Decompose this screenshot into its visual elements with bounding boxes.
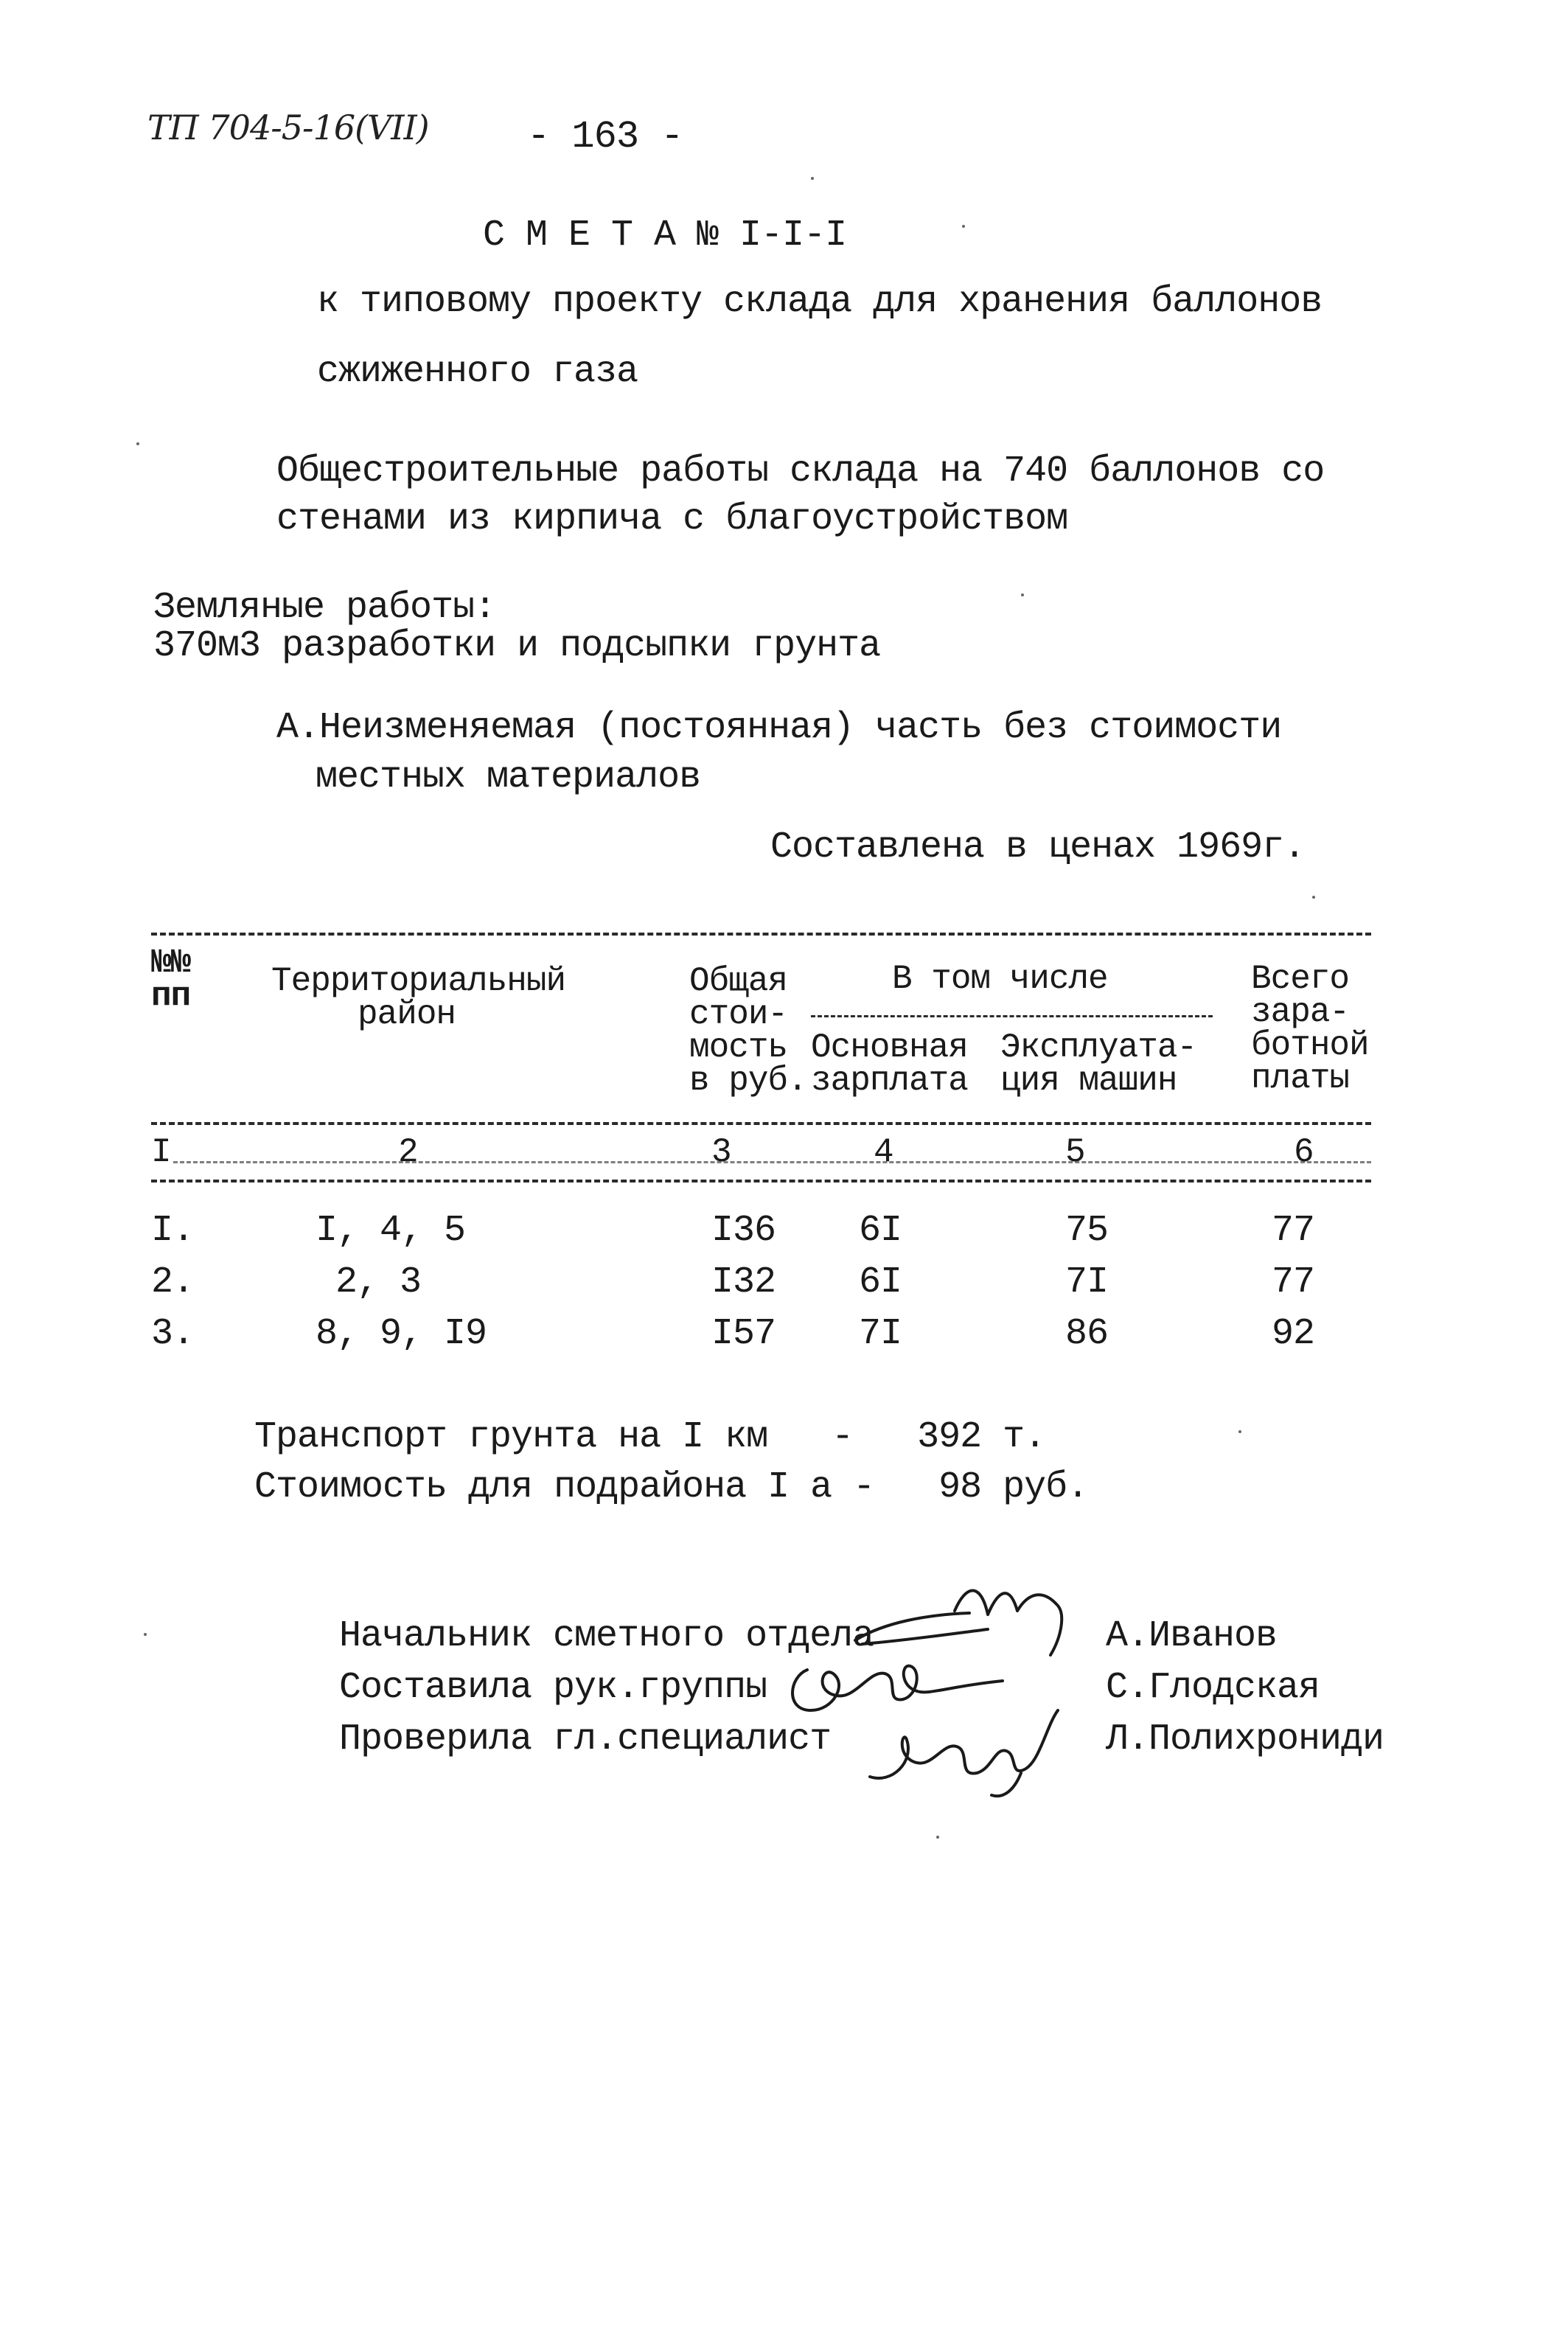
header-region-2: район (358, 995, 456, 1034)
scan-speck (144, 1633, 147, 1636)
header-total-4: в руб. (689, 1062, 807, 1100)
scan-speck (136, 442, 139, 445)
document-title: С М Е Т А № I-I-I (483, 215, 847, 257)
handwritten-signature-3 (863, 1696, 1069, 1806)
row-2-total: I32 (711, 1261, 776, 1303)
table-body-rule (151, 1180, 1371, 1183)
row-3-number: 3. (151, 1313, 195, 1355)
row-2-region: 2, 3 (335, 1261, 422, 1303)
scan-speck (1312, 896, 1315, 899)
header-all-3: ботной (1251, 1026, 1369, 1065)
header-machines-2: ция машин (1000, 1062, 1177, 1100)
row-3-region: 8, 9, I9 (316, 1313, 487, 1355)
row-2-machines: 7I (1065, 1261, 1109, 1303)
header-bottom-rule (151, 1122, 1371, 1125)
header-wage-2: зарплата (811, 1062, 968, 1100)
row-1-all: 77 (1272, 1210, 1315, 1252)
scan-speck (936, 1836, 939, 1839)
header-total-1: Общая (689, 962, 788, 1000)
signature-role-1: Начальник сметного отдела (339, 1615, 874, 1657)
page-number: - 163 - (527, 115, 683, 159)
scan-speck (1021, 593, 1024, 596)
header-number-1: №№ (151, 944, 191, 982)
row-2-number: 2. (151, 1261, 195, 1303)
document-code: ТП 704-5-16(VII) (147, 108, 429, 147)
row-2-all: 77 (1272, 1261, 1315, 1303)
row-1-machines: 75 (1065, 1210, 1109, 1252)
row-3-total: I57 (711, 1313, 776, 1355)
row-1-region: I, 4, 5 (316, 1210, 466, 1252)
header-including: В том числе (892, 960, 1108, 998)
header-machines-1: Эксплуата- (1000, 1028, 1197, 1067)
row-3-all: 92 (1272, 1313, 1315, 1355)
row-1-wage: 6I (859, 1210, 902, 1252)
earthworks-volume: 370м3 разработки и подсыпки грунта (153, 625, 881, 667)
subtitle-line-1: к типовому проекту склада для хранения баллонов (317, 281, 1323, 323)
works-line-1: Общестроительные работы склада на 740 баллонов со (276, 450, 1325, 492)
subregion-cost: Стоимость для подрайона I а - 98 руб. (254, 1466, 1089, 1508)
earthworks-heading: Земляные работы: (153, 587, 496, 629)
column-number-5: 5 (1065, 1133, 1085, 1171)
header-including-rule (811, 1015, 1213, 1017)
scan-speck (1238, 1430, 1241, 1433)
signature-role-3: Проверила гл.специалист (339, 1718, 832, 1760)
column-numbers-mid-rule (173, 1161, 1371, 1163)
row-3-wage: 7I (859, 1313, 902, 1355)
signature-name-1: А.Иванов (1106, 1615, 1278, 1657)
header-total-3: мость (689, 1028, 788, 1067)
row-1-total: I36 (711, 1210, 776, 1252)
signature-role-2: Составила рук.группы (339, 1667, 767, 1709)
column-number-1: I (151, 1133, 171, 1171)
row-2-wage: 6I (859, 1261, 902, 1303)
signature-name-3: Л.Полихрониди (1106, 1718, 1384, 1760)
header-all-1: Всего (1251, 960, 1350, 998)
price-basis: Составлена в ценах 1969г. (770, 826, 1306, 868)
soil-transport: Транспорт грунта на I км - 392 т. (254, 1416, 1046, 1458)
column-number-6: 6 (1294, 1133, 1314, 1171)
part-a-line-2: местных материалов (316, 756, 701, 798)
column-number-2: 2 (398, 1133, 418, 1171)
column-number-4: 4 (874, 1133, 893, 1171)
header-region-1: Территориальный (271, 962, 566, 1000)
works-line-2: стенами из кирпича с благоустройством (276, 498, 1068, 540)
table-top-rule (151, 933, 1371, 936)
header-total-2: стои- (689, 995, 788, 1034)
header-wage-1: Основная (811, 1028, 968, 1067)
header-all-4: платы (1251, 1059, 1350, 1098)
header-all-2: зара- (1251, 993, 1350, 1031)
scan-speck (811, 177, 814, 180)
header-number-2: пп (151, 977, 191, 1015)
column-number-3: 3 (711, 1133, 731, 1171)
signature-name-2: С.Глодская (1106, 1667, 1320, 1709)
row-3-machines: 86 (1065, 1313, 1109, 1355)
row-1-number: I. (151, 1210, 195, 1252)
part-a-line-1: А.Неизменяемая (постоянная) часть без стоимости (276, 707, 1282, 749)
subtitle-line-2: сжиженного газа (317, 351, 638, 393)
scan-speck (962, 225, 965, 228)
